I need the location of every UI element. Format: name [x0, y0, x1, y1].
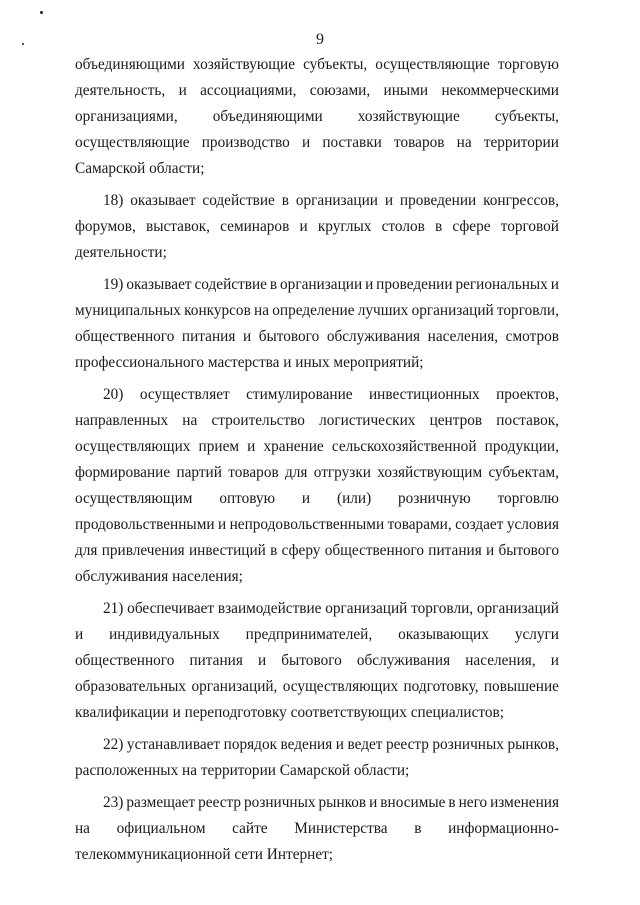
word: региональных: [455, 276, 548, 293]
word: розничных: [432, 736, 504, 753]
document-body: [75, 52, 559, 868]
word: условия: [506, 516, 559, 533]
word: подготовку,: [403, 678, 479, 695]
text-line: [75, 486, 559, 512]
word: центров: [429, 412, 483, 429]
word: продукции,: [484, 438, 559, 455]
word: круглых: [317, 218, 372, 235]
word: оптовую: [219, 490, 276, 507]
word: формирование: [75, 464, 171, 481]
word: сфере: [452, 218, 491, 235]
word: осуществляет: [139, 386, 230, 403]
word: осуществляющих: [282, 678, 399, 695]
word: проектов,: [496, 386, 559, 403]
text-line: обслуживания населения;: [75, 568, 243, 585]
word: и: [218, 516, 227, 533]
word: питания: [189, 652, 243, 669]
word: организаций: [325, 600, 408, 617]
word: и: [335, 736, 344, 753]
text-line: телекоммуникационной сети Интернет;: [75, 846, 334, 863]
word: населения,: [427, 328, 499, 345]
word: привлечения: [101, 542, 185, 559]
word: товарами,: [387, 516, 452, 533]
word: 21): [103, 600, 124, 617]
word: прием: [198, 438, 240, 455]
word: содействие: [194, 276, 267, 293]
text-line: [75, 512, 559, 538]
word: и: [178, 82, 187, 99]
word: розничную: [398, 490, 471, 507]
text-line: [75, 434, 559, 460]
text-line: [75, 272, 559, 298]
text-line: [75, 214, 559, 240]
word: осуществляющим: [75, 490, 193, 507]
word: направленных: [75, 412, 169, 429]
word: хозяйствующие: [193, 56, 296, 73]
text-line: [75, 382, 559, 408]
text-line: расположенных на территории Самарской области;: [75, 762, 410, 779]
word: в: [269, 276, 278, 293]
paragraph: [75, 732, 559, 784]
word: хозяйствующие: [357, 108, 460, 125]
word: и: [365, 276, 374, 293]
word: строительство: [211, 412, 305, 429]
word: и: [242, 328, 252, 345]
word: Министерства: [294, 820, 388, 837]
word: реестр: [198, 794, 242, 811]
word: лучших: [357, 302, 409, 319]
word: и: [299, 218, 308, 235]
word: территории: [483, 134, 559, 151]
word: организации: [280, 276, 363, 293]
text-line: [75, 408, 559, 434]
word: рынков: [318, 794, 367, 811]
word: объединяющими: [75, 56, 185, 73]
word: стимулирование: [246, 386, 353, 403]
word: в: [448, 794, 456, 811]
word: организациями,: [75, 108, 178, 125]
text-line: Самарской области;: [75, 160, 205, 177]
text-line: [75, 790, 559, 816]
word: организаций,: [191, 678, 278, 695]
word: обслуживания: [356, 652, 451, 669]
text-line: деятельности;: [75, 244, 167, 261]
word: деятельность,: [75, 82, 166, 99]
word: субъекты,: [303, 56, 368, 73]
text-line: [75, 460, 559, 486]
word: 18): [103, 192, 124, 209]
text-line: [75, 732, 559, 758]
word: информационно-: [448, 820, 559, 837]
word: столов: [381, 218, 425, 235]
word: некоммерческими: [441, 82, 559, 99]
word: услуги: [514, 626, 559, 643]
word: индивидуальных: [109, 626, 220, 643]
word: производство: [201, 134, 290, 151]
word: ведет: [347, 736, 383, 753]
word: бытового: [281, 652, 342, 669]
word: для: [285, 464, 308, 481]
word: поставки: [322, 134, 382, 151]
word: бытового: [258, 328, 320, 345]
word: торговлю: [497, 490, 559, 507]
text-line: [75, 130, 559, 156]
word: товаров: [228, 464, 279, 481]
word: реестр: [385, 736, 429, 753]
text-line: [75, 622, 559, 648]
word: него: [458, 794, 488, 811]
word: создает: [455, 516, 504, 533]
word: и: [247, 438, 256, 455]
word: непродовольственными: [229, 516, 385, 533]
word: размещает: [126, 794, 196, 811]
word: оказывает: [130, 192, 196, 209]
word: розничных: [244, 794, 316, 811]
word: на: [456, 134, 472, 151]
word: взаимодействие: [217, 600, 322, 617]
word: муниципальных: [75, 302, 181, 319]
word: предпринимателей,: [245, 626, 373, 643]
word: форумов,: [75, 218, 136, 235]
word: поставок,: [496, 412, 559, 429]
word: и: [486, 542, 495, 559]
word: (или): [336, 490, 372, 507]
word: бытового: [498, 542, 559, 559]
word: осуществляющие: [75, 134, 190, 151]
word: инвестиционных: [368, 386, 480, 403]
word: товаров: [394, 134, 445, 151]
word: оказывающих: [398, 626, 489, 643]
word: объединяющими: [212, 108, 323, 125]
word: официальном: [116, 820, 206, 837]
word: общественного: [324, 542, 425, 559]
word: и: [301, 134, 311, 151]
paragraph: [75, 790, 559, 868]
text-line: [75, 298, 559, 324]
text-line: [75, 104, 559, 130]
word: организации: [295, 192, 378, 209]
word: в: [281, 192, 289, 209]
word: на: [182, 412, 198, 429]
word: содействие: [202, 192, 275, 209]
word: инвестиций: [188, 542, 266, 559]
text-line: [75, 188, 559, 214]
word: рынков,: [507, 736, 559, 753]
word: сайте: [232, 820, 268, 837]
word: 20): [103, 386, 124, 403]
word: проведении: [399, 192, 477, 209]
word: в: [414, 820, 422, 837]
word: на: [75, 820, 90, 837]
word: образовательных: [75, 678, 187, 695]
word: в: [270, 542, 278, 559]
word: торговую: [497, 56, 559, 73]
word: союзами,: [309, 82, 371, 99]
word: выставок,: [146, 218, 210, 235]
word: общественного: [75, 652, 175, 669]
word: на: [254, 302, 270, 319]
word: организаций: [476, 600, 559, 617]
word: и: [301, 490, 311, 507]
word: конгрессов,: [483, 192, 559, 209]
word: устанавливает: [126, 736, 221, 753]
text-line: [75, 596, 559, 622]
word: торговли,: [411, 600, 474, 617]
word: хозяйствующим: [377, 464, 483, 481]
word: осуществляющих: [75, 438, 191, 455]
word: определение: [272, 302, 355, 319]
text-line: [75, 674, 559, 700]
text-line: квалификации и переподготовку соответствующих специалистов;: [75, 704, 504, 721]
word: конкурсов: [184, 302, 251, 319]
word: общественного: [75, 328, 175, 345]
word: сферу: [281, 542, 321, 559]
text-line: [75, 648, 559, 674]
word: 23): [103, 794, 124, 811]
word: субъектам,: [488, 464, 559, 481]
text-line: [75, 78, 559, 104]
page-number: 9: [316, 31, 324, 48]
paragraph: [75, 188, 559, 266]
paragraph: [75, 272, 559, 376]
text-line: [75, 324, 559, 350]
word: обслуживания: [326, 328, 421, 345]
word: смотров: [505, 328, 559, 345]
word: иными: [383, 82, 429, 99]
word: партий: [176, 464, 222, 481]
word: 22): [103, 736, 124, 753]
word: ведения: [280, 736, 333, 753]
word: субъекты,: [494, 108, 559, 125]
word: 19): [103, 276, 124, 293]
paragraph: [75, 382, 559, 590]
text-line: [75, 52, 559, 78]
word: питания: [181, 328, 236, 345]
word: отгрузки: [313, 464, 371, 481]
word: и: [369, 794, 378, 811]
word: в: [435, 218, 443, 235]
word: изменения: [490, 794, 559, 811]
paragraph: [75, 596, 559, 726]
word: организаций: [411, 302, 494, 319]
word: и: [384, 192, 394, 209]
text-line: [75, 816, 559, 842]
word: населения,: [465, 652, 536, 669]
word: ассоциациями,: [200, 82, 297, 99]
word: для: [75, 542, 98, 559]
word: и: [550, 652, 559, 669]
word: продовольственными: [75, 516, 215, 533]
word: проведении: [376, 276, 453, 293]
word: семинаров: [220, 218, 290, 235]
word: обеспечивает: [127, 600, 215, 617]
word: хранение: [263, 438, 324, 455]
text-line: профессионального мастерства и иных мероприятий;: [75, 354, 424, 371]
word: логистических: [319, 412, 416, 429]
word: осуществляющие: [375, 56, 490, 73]
word: сельскохозяйственной: [331, 438, 477, 455]
word: вносимые: [380, 794, 446, 811]
word: и: [550, 276, 559, 293]
word: повышение: [483, 678, 559, 695]
scan-speck: [40, 11, 43, 14]
text-line: [75, 538, 559, 564]
word: и: [257, 652, 267, 669]
word: питания: [428, 542, 482, 559]
word: оказывает: [126, 276, 192, 293]
word: и: [75, 626, 84, 643]
word: порядок: [223, 736, 278, 753]
word: торговли,: [496, 302, 559, 319]
paragraph: [75, 52, 559, 182]
word: торговой: [500, 218, 559, 235]
